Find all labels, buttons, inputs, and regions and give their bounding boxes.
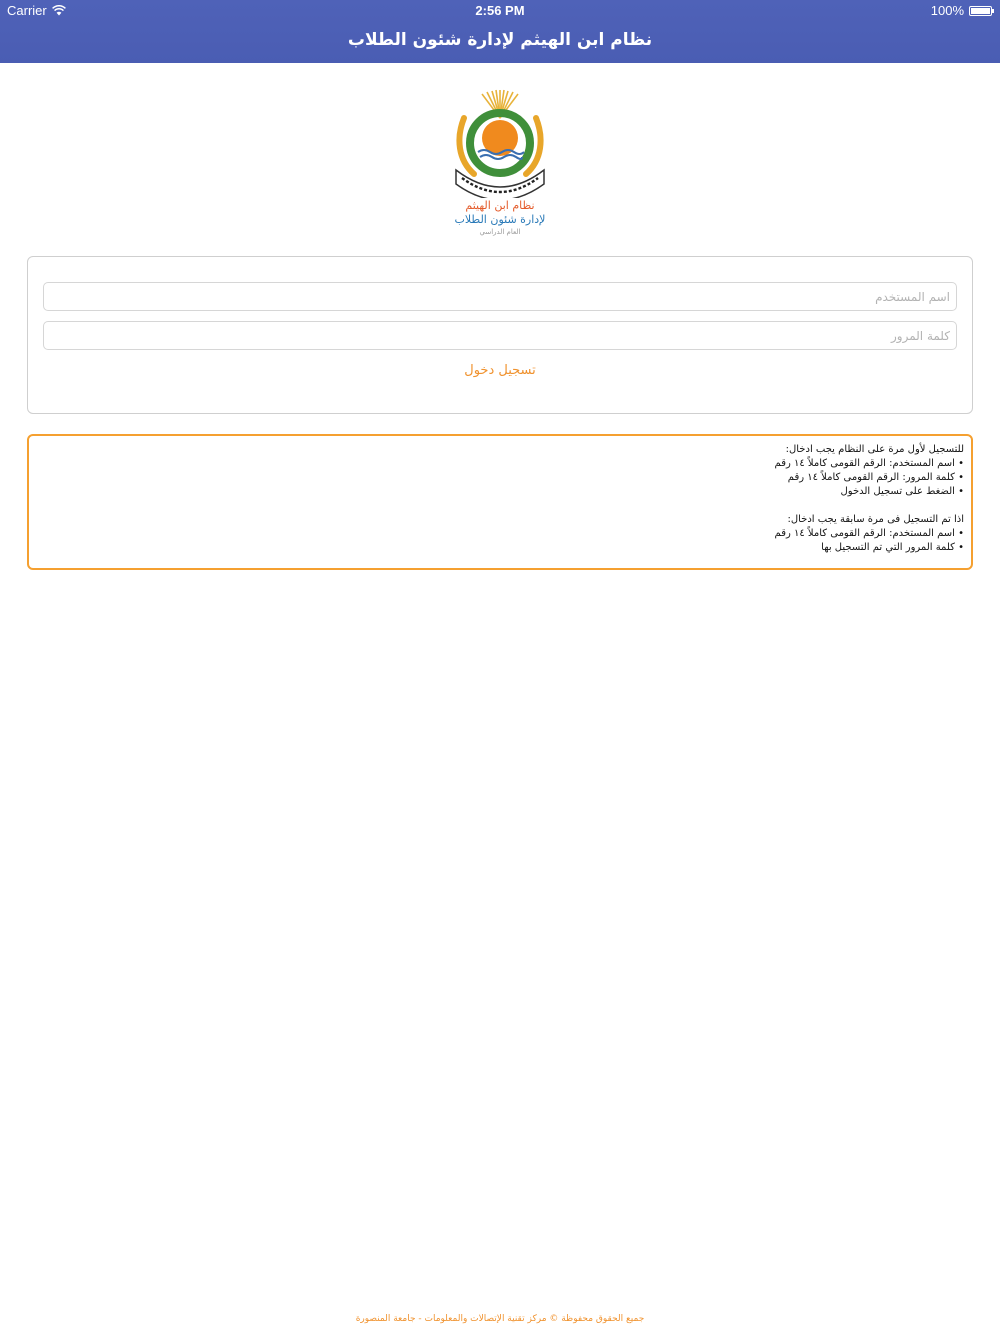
returning-list [36, 527, 964, 555]
login-instructions [27, 434, 973, 570]
mansoura-university-seal-icon [440, 88, 560, 198]
university-logo [440, 88, 560, 238]
logo-system-subtitle: لإدارة شئون الطلاب [454, 213, 546, 226]
login-form [27, 256, 973, 414]
list-item: • اسم المستخدم: الرقم القومى كاملاً ١٤ رقم [36, 527, 964, 541]
battery-percent: 100% [930, 3, 964, 18]
logo-academic-year: العام الدراسي [479, 228, 521, 236]
list-item: • الضغط على تسجيل الدخول [36, 485, 964, 499]
list-item: • كلمة المرور: الرقم القومى كاملاً ١٤ رقم [36, 471, 964, 485]
first-time-heading: للتسجيل لأول مرة على النظام يجب ادخال: [785, 444, 964, 455]
nav-title: نظام ابن الهيثم لإدارة شئون الطلاب [347, 30, 653, 50]
first-time-list [36, 457, 964, 499]
battery-icon [969, 6, 992, 16]
navigation-bar [0, 0, 1000, 63]
list-item: • كلمة المرور التي تم التسجيل بها [36, 541, 964, 555]
status-bar [0, 0, 1000, 22]
battery-indicator [931, 3, 992, 18]
battery-level-fill [971, 8, 990, 14]
username-field[interactable] [43, 282, 957, 311]
password-field[interactable] [43, 321, 957, 350]
login-button[interactable]: تسجيل دخول [28, 363, 972, 378]
logo-system-name: نظام ابن الهيثم [465, 199, 535, 212]
carrier-label: Carrier [7, 3, 47, 18]
list-item: • اسم المستخدم: الرقم القومى كاملاً ١٤ رقم [36, 457, 964, 471]
status-time: 2:56 PM [475, 3, 525, 18]
returning-heading: اذا تم التسجيل فى مرة سابقة يجب ادخال: [787, 514, 964, 525]
copyright-footer: جميع الحقوق محفوظة © مركز تقنية الإتصالات والمعلومات - جامعة المنصورة [355, 1314, 645, 1324]
spacer [36, 499, 964, 513]
